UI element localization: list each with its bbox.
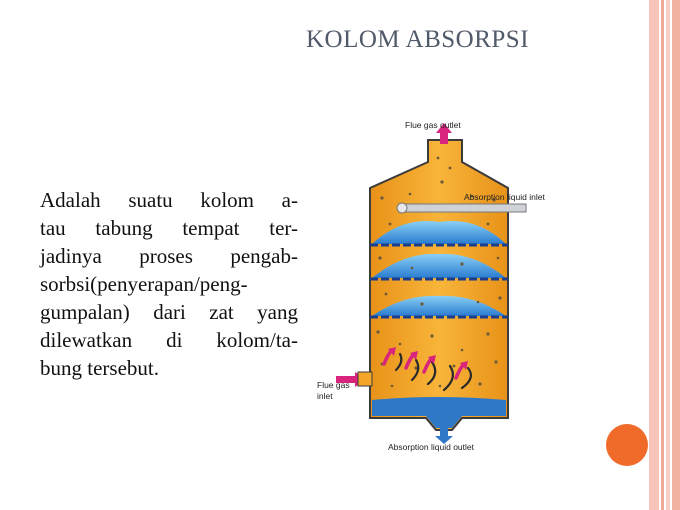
- gas-inlet-nozzle: [358, 372, 372, 386]
- decorative-stripe: [649, 0, 659, 510]
- slide-title: KOLOM ABSORPSI: [306, 26, 530, 53]
- paragraph-line: tau tabung tempat ter-: [40, 216, 298, 240]
- label-flue-gas-outlet: Flue gas outlet: [405, 120, 461, 130]
- decorative-stripe: [666, 0, 670, 510]
- decorative-stripe: [661, 0, 664, 510]
- label-absorption-liquid-outlet: Absorption liquid outlet: [388, 442, 475, 452]
- label-flue-gas-inlet-2: inlet: [317, 391, 333, 401]
- liquid-pool: [372, 397, 506, 428]
- liquid-inlet-pipe: [400, 204, 526, 212]
- paragraph-line: dilewatkan di kolom/ta-: [40, 328, 298, 352]
- label-flue-gas-inlet: Flue gas: [317, 380, 350, 390]
- paragraph-line: bung tersebut.: [40, 356, 159, 380]
- paragraph-line: jadinya proses pengab-: [40, 244, 298, 268]
- decorative-stripe: [672, 0, 680, 510]
- paragraph-line: gumpalan) dari zat yang: [40, 300, 298, 324]
- decorative-orange-circle: [606, 424, 648, 466]
- slide-paragraph: [40, 186, 298, 382]
- paragraph-line: sorbsi(penyerapan/peng-: [40, 272, 248, 296]
- label-absorption-liquid-inlet: Absorption liquid inlet: [464, 192, 545, 202]
- paragraph-line: Adalah suatu kolom a-: [40, 188, 298, 212]
- liquid-distributor: [397, 203, 407, 213]
- absorption-column-diagram: [312, 118, 592, 458]
